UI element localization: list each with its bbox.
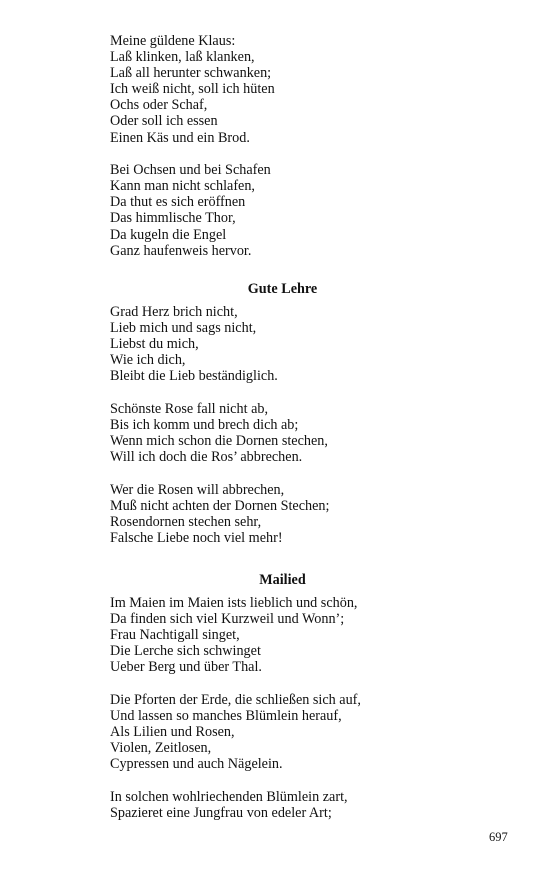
poem-mailied	[110, 595, 510, 821]
verse-line: Da thut es sich eröffnen	[110, 194, 246, 211]
poem-gute-lehre	[110, 304, 510, 546]
verse-line: Ueber Berg und über Thal.	[110, 659, 262, 676]
verse-line: Wenn mich schon die Dornen stechen,	[110, 432, 328, 449]
stanza	[110, 304, 510, 384]
stanza	[110, 789, 510, 821]
verse-line: Rosendornen stechen sehr,	[110, 513, 262, 530]
verse-line: Laß all herunter schwanken;	[110, 65, 272, 82]
verse-line: Bei Ochsen und bei Schafen	[110, 162, 271, 179]
verse-line: Ganz haufenweis hervor.	[110, 242, 252, 259]
poem-title-mailied: Mailied	[259, 571, 306, 588]
verse-line: Wer die Rosen will abbrechen,	[110, 481, 285, 498]
verse-line: Einen Käs und ein Brod.	[110, 129, 250, 146]
page-number: 697	[489, 830, 508, 844]
poem-continuation	[110, 33, 510, 259]
stanza	[110, 401, 510, 465]
verse-line: Spazieret eine Jungfrau von edeler Art;	[110, 804, 332, 821]
stanza	[110, 33, 510, 146]
verse-line: Und lassen so manches Blümlein herauf,	[110, 708, 342, 724]
verse-line: Kann man nicht schlafen,	[110, 178, 255, 195]
verse-line: Als Lilien und Rosen,	[110, 724, 235, 741]
verse-line: Die Pforten der Erde, die schließen sich auf,	[110, 691, 361, 708]
verse-line: Da kugeln die Engel	[110, 226, 227, 243]
poem-page	[110, 33, 510, 821]
verse-line: Violen, Zeitlosen,	[110, 740, 212, 757]
poem-title-gute-lehre: Gute Lehre	[247, 280, 318, 297]
verse-line: Im Maien im Maien ists lieblich und schön,	[110, 594, 358, 611]
verse-line: Liebst du mich,	[110, 335, 199, 352]
verse-line: Die Lerche sich schwinget	[110, 643, 261, 660]
verse-line: Meine güldene Klaus:	[110, 33, 236, 49]
verse-line: Schönste Rose fall nicht ab,	[110, 400, 269, 417]
verse-line: In solchen wohlriechenden Blümlein zart,	[110, 788, 348, 805]
verse-line: Lieb mich und sags nicht,	[110, 319, 257, 336]
verse-line: Cypressen und auch Nägelein.	[110, 756, 283, 773]
verse-line: Will ich doch die Ros’ abbrechen.	[110, 448, 303, 465]
verse-line: Wie ich dich,	[110, 352, 186, 368]
verse-line: Oder soll ich essen	[110, 113, 218, 130]
stanza	[110, 692, 510, 772]
verse-line: Da finden sich viel Kurzweil und Wonn’;	[110, 611, 345, 628]
verse-line: Muß nicht achten der Dornen Stechen;	[110, 497, 330, 514]
verse-line: Laß klinken, laß klanken,	[110, 49, 255, 66]
verse-line: Ich weiß nicht, soll ich hüten	[110, 81, 275, 98]
stanza	[110, 595, 510, 675]
stanza	[110, 482, 510, 546]
verse-line: Das himmlische Thor,	[110, 210, 236, 227]
verse-line: Falsche Liebe noch viel mehr!	[110, 529, 283, 546]
verse-line: Ochs oder Schaf,	[110, 97, 208, 114]
verse-line: Bleibt die Lieb beständiglich.	[110, 368, 278, 385]
verse-line: Grad Herz brich nicht,	[110, 303, 238, 320]
stanza	[110, 162, 510, 259]
verse-line: Bis ich komm und brech dich ab;	[110, 416, 299, 433]
verse-line: Frau Nachtigall singet,	[110, 627, 240, 644]
